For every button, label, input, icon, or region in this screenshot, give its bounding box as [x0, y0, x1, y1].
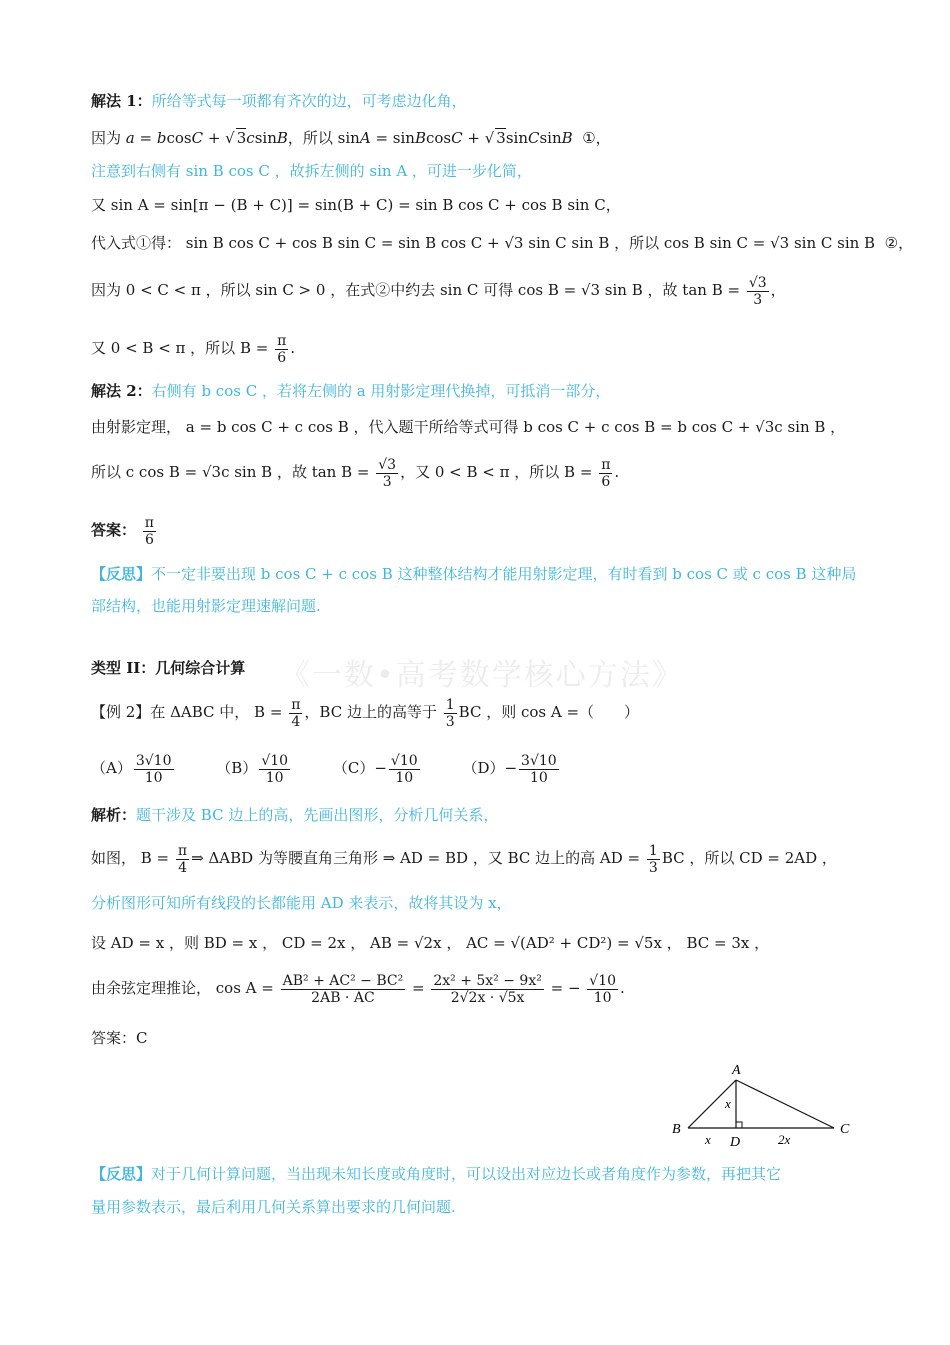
solution1-line4 [91, 232, 913, 254]
formula: C [527, 129, 540, 147]
solution2-line2: 所以 c cos B = √3c sin B ，故 tan B = $\frac{√3}{3}$ ，又 0 < B < π ，所以 B = $\frac{\pi}{6}$ . [91, 456, 620, 490]
vertex-c-label: C [840, 1122, 850, 1137]
text: 因为 [91, 129, 122, 147]
numerator: 2x² + 5x² − 9x² [433, 972, 542, 989]
denominator: 10 [529, 769, 548, 786]
segment-cd-label: 2x [778, 1132, 791, 1147]
option-sign: − [504, 759, 518, 777]
numerator: 1 [648, 842, 658, 859]
formula: B [276, 129, 288, 147]
formula: sin B cos C + cos B sin C = sin B cos C + √3 sin C sin B ，所以 cos B sin C = √3 sin C sin B [185, 234, 876, 252]
analysis-line1 [91, 838, 837, 878]
text: 如图， B = [91, 849, 170, 867]
denominator: 2AB · AC [311, 989, 375, 1006]
solution1-label: 解法 1： [91, 92, 152, 110]
analysis-heading [91, 804, 498, 826]
fraction [519, 753, 559, 786]
solution1-line3: 又 sin A = sin[π − (B + C)] = sin(B + C) = sin B cos C + cos B sin C， [91, 196, 621, 214]
vertex-b-label: B [672, 1122, 681, 1137]
option-c[interactable] [332, 752, 422, 786]
numerator: √10 [390, 752, 418, 769]
analysis-line4: 由余弦定理推论， cos A = $\frac{\text{AB² + AC² − BC²}}{2AB \cdot AC}$ = $\frac{\text{2x² + 5x² − 9x²}}{2√2x \cdot √5x}$ = − $\frac{√10}{10}$ . [91, 972, 625, 1006]
numerator: √10 [261, 752, 289, 769]
solution2-heading [91, 380, 610, 402]
denominator: 10 [265, 769, 284, 786]
denominator: 4 [178, 859, 187, 876]
text: 由余弦定理推论， cos A = [91, 979, 274, 997]
formula: c [246, 129, 255, 147]
text: ②， [884, 234, 914, 252]
solution1-intro: 所给等式每一项都有齐次的边，可考虑边化角， [151, 92, 467, 110]
solution1-line5: 因为 0 < C < π ，所以 sin C > 0 ，在式②中约去 sin C 可得 cos B = √3 sin B ，故 tan B = $\frac{√3}{3}$ ， [91, 274, 786, 308]
text: ⇒ ΔABD 为等腰直角三角形 ⇒ AD = BD ，又 BC 边上的高 AD = [191, 849, 641, 867]
triangle-figure [668, 1060, 858, 1155]
denominator: 3 [445, 713, 455, 730]
vertex-a-label: A [732, 1063, 741, 1078]
solution2-label: 解法 2： [91, 382, 152, 400]
text: 因为 0 < C < π ，所以 sin C > 0 ，在式②中约去 sin C 可得 cos B = √3 sin B ，故 tan B = [91, 281, 741, 299]
text: 代入式①得： [91, 234, 182, 252]
sqrt: 3 [236, 129, 247, 147]
numerator: √3 [748, 274, 767, 291]
analysis-label: 解析： [91, 806, 137, 824]
fraction [389, 753, 420, 786]
numerator: π [601, 456, 611, 473]
numerator: 3√10 [135, 752, 172, 769]
denominator: 10 [144, 769, 163, 786]
option-a[interactable] [91, 752, 176, 786]
reflection-text: 不一定非要出现 b cos C + c cos B 这种整体结构才能用射影定理，有时看到 b cos C 或 c cos B 这种局 [151, 565, 857, 583]
reflection1-line1 [91, 563, 856, 585]
reflection-text: 对于几何计算问题，当出现未知长度或角度时，可以设出对应边长或者角度作为参数，再把其它 [151, 1165, 782, 1183]
fraction [747, 275, 769, 308]
watermark: 《一数•高考数学核心方法》 [280, 658, 684, 693]
numerator: π [144, 514, 154, 531]
text: ①， [582, 129, 611, 147]
reflection-label: 【反思】 [91, 565, 152, 583]
example-label: 【例 2】 [91, 703, 151, 721]
denominator: 4 [291, 713, 301, 730]
formula: B [561, 129, 573, 147]
option-sign: − [374, 759, 387, 777]
solution2-intro: 右侧有 b cos C ，若将左侧的 a 用射影定理代换掉，可抵消一部分， [151, 382, 611, 400]
solution1-heading [91, 90, 467, 112]
option-label: （D） [462, 759, 505, 777]
denominator: 2√2x · √5x [450, 989, 525, 1006]
vertex-d-label: D [730, 1135, 741, 1150]
option-b[interactable] [216, 752, 292, 786]
answer1 [91, 510, 158, 550]
fraction [444, 697, 457, 730]
formula: A [359, 129, 371, 147]
fraction [647, 843, 660, 876]
numerator: π [177, 842, 188, 859]
numerator: 1 [445, 696, 455, 713]
formula: C [451, 129, 463, 147]
text: 在 ΔABC 中， B = [150, 703, 283, 721]
numerator: π [291, 696, 301, 713]
segment-bd-label: x [705, 1132, 711, 1147]
reflection2-line2: 量用参数表示，最后利用几何关系算出要求的几何问题. [91, 1198, 456, 1216]
text: 所以 c cos B = √3c sin B ，故 tan B = [91, 463, 370, 481]
numerator: AB² + AC² − BC² [282, 972, 404, 989]
text: BC ，则 cos A =（ ） [458, 703, 640, 721]
sqrt: 3 [496, 129, 506, 147]
fraction [289, 697, 302, 730]
denominator: 3 [648, 859, 658, 876]
denominator: 6 [144, 531, 154, 548]
denominator: 3 [382, 473, 392, 490]
solution1-line1: 因为 a = bcosC + √ 3csinB，所以 sinA = sinBcosC + √ 3sinCsinB ①， [91, 129, 611, 147]
formula: cos [166, 129, 192, 147]
solution1-line6: 又 0 < B < π ，所以 B = $\frac{\pi}{6}$ . [91, 332, 296, 366]
denominator: 10 [593, 989, 612, 1006]
right-angle-mark [736, 1122, 742, 1128]
text: ，所以 [287, 129, 333, 147]
reflection-label: 【反思】 [91, 1165, 152, 1183]
text: BC ，所以 CD = 2AD ， [661, 849, 837, 867]
denominator: 10 [395, 769, 414, 786]
analysis-line3: 设 AD = x ，则 BD = x ， CD = 2x ， AB = √2x ， AC = √(AD² + CD²) = √5x ， BC = 3x ， [91, 934, 770, 952]
numerator: √10 [589, 972, 617, 989]
text: 又 0 < B < π ，所以 B = [91, 339, 269, 357]
option-d[interactable] [462, 752, 560, 786]
denominator: 3 [753, 291, 763, 308]
numerator: √3 [378, 456, 397, 473]
example2-options [91, 748, 561, 788]
side-ac [736, 1080, 834, 1128]
denominator: 6 [601, 473, 611, 490]
text: ，BC 边上的高等于 [304, 703, 437, 721]
analysis-line2: 分析图形可知所有线段的长都能用 AD 来表示，故将其设为 x， [91, 894, 512, 912]
option-label: （C） [332, 759, 375, 777]
fraction [376, 457, 398, 490]
segment-ad-label: x [725, 1096, 731, 1111]
option-label: （B） [216, 759, 258, 777]
solution1-line2: 注意到右侧有 sin B cos C ，故拆左侧的 sin A ，可进一步化简， [91, 162, 532, 180]
analysis-intro: 题干涉及 BC 边上的高，先画出图形，分析几何关系， [136, 806, 499, 824]
example2-question [91, 692, 639, 732]
formula: C [191, 129, 204, 147]
fraction [176, 843, 189, 876]
numerator: 3√10 [521, 752, 557, 769]
fraction [275, 333, 288, 366]
answer2: 答案：C [91, 1029, 148, 1047]
option-label: （A） [91, 759, 132, 777]
fraction [587, 973, 618, 1006]
reflection2-line1 [91, 1163, 781, 1185]
section-heading: 类型 II：几何综合计算 [91, 659, 246, 677]
formula: a = b [125, 129, 167, 147]
text: ，又 0 < B < π ，所以 B = [400, 463, 593, 481]
answer-label: 答案： [91, 521, 137, 539]
numerator: π [277, 332, 287, 349]
fraction [281, 973, 406, 1006]
reflection1-line2: 部结构，也能用射影定理速解问题. [91, 597, 321, 615]
fraction [259, 753, 290, 786]
fraction [599, 457, 612, 490]
fraction [431, 973, 544, 1006]
fraction [134, 753, 174, 786]
formula: B [414, 129, 426, 147]
solution2-line1: 由射影定理， a = b cos C + c cos B ，代入题干所给等式可得 b cos C + c cos B = b cos C + √3c sin B ， [91, 418, 846, 436]
denominator: 6 [277, 349, 287, 366]
fraction [143, 515, 156, 548]
